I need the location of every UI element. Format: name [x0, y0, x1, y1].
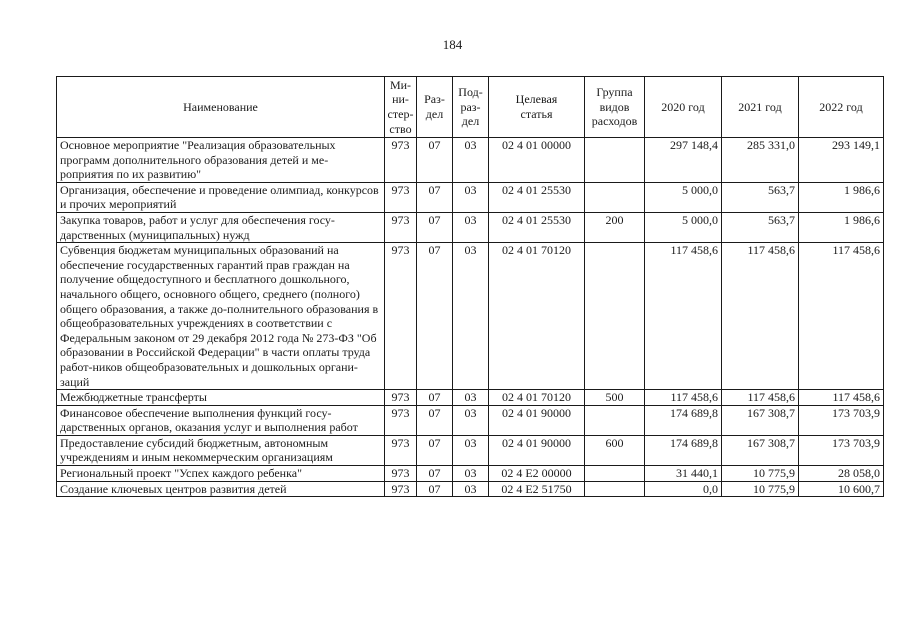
row-ministry: 973: [385, 243, 417, 390]
table-row: [57, 405, 884, 435]
row-group: 200: [585, 212, 645, 242]
row-target: 02 4 01 70120: [489, 390, 585, 406]
row-2020: 0,0: [645, 481, 722, 497]
row-2021: 563,7: [722, 182, 799, 212]
page-number: 184: [442, 37, 463, 52]
row-section: 07: [417, 138, 453, 183]
row-section: 07: [417, 212, 453, 242]
row-target: 02 4 E2 51750: [489, 481, 585, 497]
row-2021: 563,7: [722, 212, 799, 242]
header-2022: 2022 год: [799, 77, 884, 138]
row-2021: 285 331,0: [722, 138, 799, 183]
row-2020: 117 458,6: [645, 243, 722, 390]
table-row: [57, 435, 884, 465]
row-group: [585, 182, 645, 212]
row-name: Создание ключевых центров развития детей: [57, 481, 385, 497]
row-2020: 31 440,1: [645, 466, 722, 482]
row-2020: 117 458,6: [645, 390, 722, 406]
row-ministry: 973: [385, 138, 417, 183]
row-group: [585, 138, 645, 183]
row-subsection: 03: [453, 138, 489, 183]
header-ministry: Ми- ни- стер- ство: [385, 77, 417, 138]
row-2020: 297 148,4: [645, 138, 722, 183]
table-row: [57, 212, 884, 242]
row-section: 07: [417, 182, 453, 212]
row-name: Основное мероприятие "Реализация образовательных программ дополнительного образования детей и ме-роприятия по их развитию": [57, 138, 385, 183]
row-ministry: 973: [385, 481, 417, 497]
row-subsection: 03: [453, 481, 489, 497]
row-group: [585, 405, 645, 435]
row-ministry: 973: [385, 405, 417, 435]
row-subsection: 03: [453, 405, 489, 435]
row-target: 02 4 01 90000: [489, 405, 585, 435]
row-2021: 117 458,6: [722, 390, 799, 406]
row-subsection: 03: [453, 466, 489, 482]
row-section: 07: [417, 243, 453, 390]
table-row: [57, 138, 884, 183]
row-2020: 174 689,8: [645, 435, 722, 465]
row-2021: 10 775,9: [722, 466, 799, 482]
row-group: [585, 466, 645, 482]
row-name: Региональный проект "Успех каждого ребенка": [57, 466, 385, 482]
table-row: [57, 182, 884, 212]
header-target: Целевая статья: [489, 77, 585, 138]
row-2022: 117 458,6: [799, 243, 884, 390]
row-name: Закупка товаров, работ и услуг для обеспечения госу-дарственных (муниципальных) нужд: [57, 212, 385, 242]
row-target: 02 4 01 90000: [489, 435, 585, 465]
row-target: 02 4 01 00000: [489, 138, 585, 183]
row-target: 02 4 01 70120: [489, 243, 585, 390]
row-ministry: 973: [385, 390, 417, 406]
row-2022: 1 986,6: [799, 182, 884, 212]
table-row: [57, 466, 884, 482]
row-2022: 1 986,6: [799, 212, 884, 242]
row-target: 02 4 01 25530: [489, 182, 585, 212]
row-section: 07: [417, 390, 453, 406]
table-row: [57, 481, 884, 497]
table-body: [57, 138, 884, 497]
row-ministry: 973: [385, 466, 417, 482]
row-group: 600: [585, 435, 645, 465]
row-ministry: 973: [385, 182, 417, 212]
row-2022: 173 703,9: [799, 435, 884, 465]
row-subsection: 03: [453, 243, 489, 390]
row-2022: 173 703,9: [799, 405, 884, 435]
row-2022: 293 149,1: [799, 138, 884, 183]
header-section: Раз- дел: [417, 77, 453, 138]
budget-table: [56, 76, 884, 497]
row-section: 07: [417, 435, 453, 465]
table-header-row: [57, 77, 884, 138]
header-2020: 2020 год: [645, 77, 722, 138]
row-name: Субвенция бюджетам муниципальных образований на обеспечение государственных гарантий прав граждан на получение общедоступного и бесплатного дошкольного, начального общего, основного общего, среднего (полного) общего образования, а также до-полнительного образования в общеобразовательных учреждениях в соответствии с Федеральным законом от 29 декабря 2012 года № 273-ФЗ "Об образовании в Российской Федерации" в части оплаты труда работ-ников общеобразовательных и дошкольных органи-заций: [57, 243, 385, 390]
row-section: 07: [417, 481, 453, 497]
row-group: [585, 481, 645, 497]
row-name: Финансовое обеспечение выполнения функций госу-дарственных органов, оказания услуг и выполнения работ: [57, 405, 385, 435]
header-name: Наименование: [57, 77, 385, 138]
header-subsection: Под- раз- дел: [453, 77, 489, 138]
row-subsection: 03: [453, 182, 489, 212]
row-2022: 10 600,7: [799, 481, 884, 497]
row-name: Организация, обеспечение и проведение олимпиад, конкурсов и прочих мероприятий: [57, 182, 385, 212]
header-expense-group: Группа видов расходов: [585, 77, 645, 138]
header-2021: 2021 год: [722, 77, 799, 138]
row-section: 07: [417, 466, 453, 482]
row-ministry: 973: [385, 435, 417, 465]
row-2021: 167 308,7: [722, 435, 799, 465]
row-group: 500: [585, 390, 645, 406]
row-2020: 174 689,8: [645, 405, 722, 435]
table-row: [57, 390, 884, 406]
row-name: Предоставление субсидий бюджетным, автономным учреждениям и иным некоммерческим организациям: [57, 435, 385, 465]
row-2022: 28 058,0: [799, 466, 884, 482]
row-subsection: 03: [453, 390, 489, 406]
row-2020: 5 000,0: [645, 182, 722, 212]
row-2021: 10 775,9: [722, 481, 799, 497]
row-subsection: 03: [453, 212, 489, 242]
row-2020: 5 000,0: [645, 212, 722, 242]
row-section: 07: [417, 405, 453, 435]
row-2021: 117 458,6: [722, 243, 799, 390]
table-row: [57, 243, 884, 390]
row-subsection: 03: [453, 435, 489, 465]
row-target: 02 4 E2 00000: [489, 466, 585, 482]
row-target: 02 4 01 25530: [489, 212, 585, 242]
row-group: [585, 243, 645, 390]
row-name: Межбюджетные трансферты: [57, 390, 385, 406]
row-2022: 117 458,6: [799, 390, 884, 406]
row-2021: 167 308,7: [722, 405, 799, 435]
row-ministry: 973: [385, 212, 417, 242]
